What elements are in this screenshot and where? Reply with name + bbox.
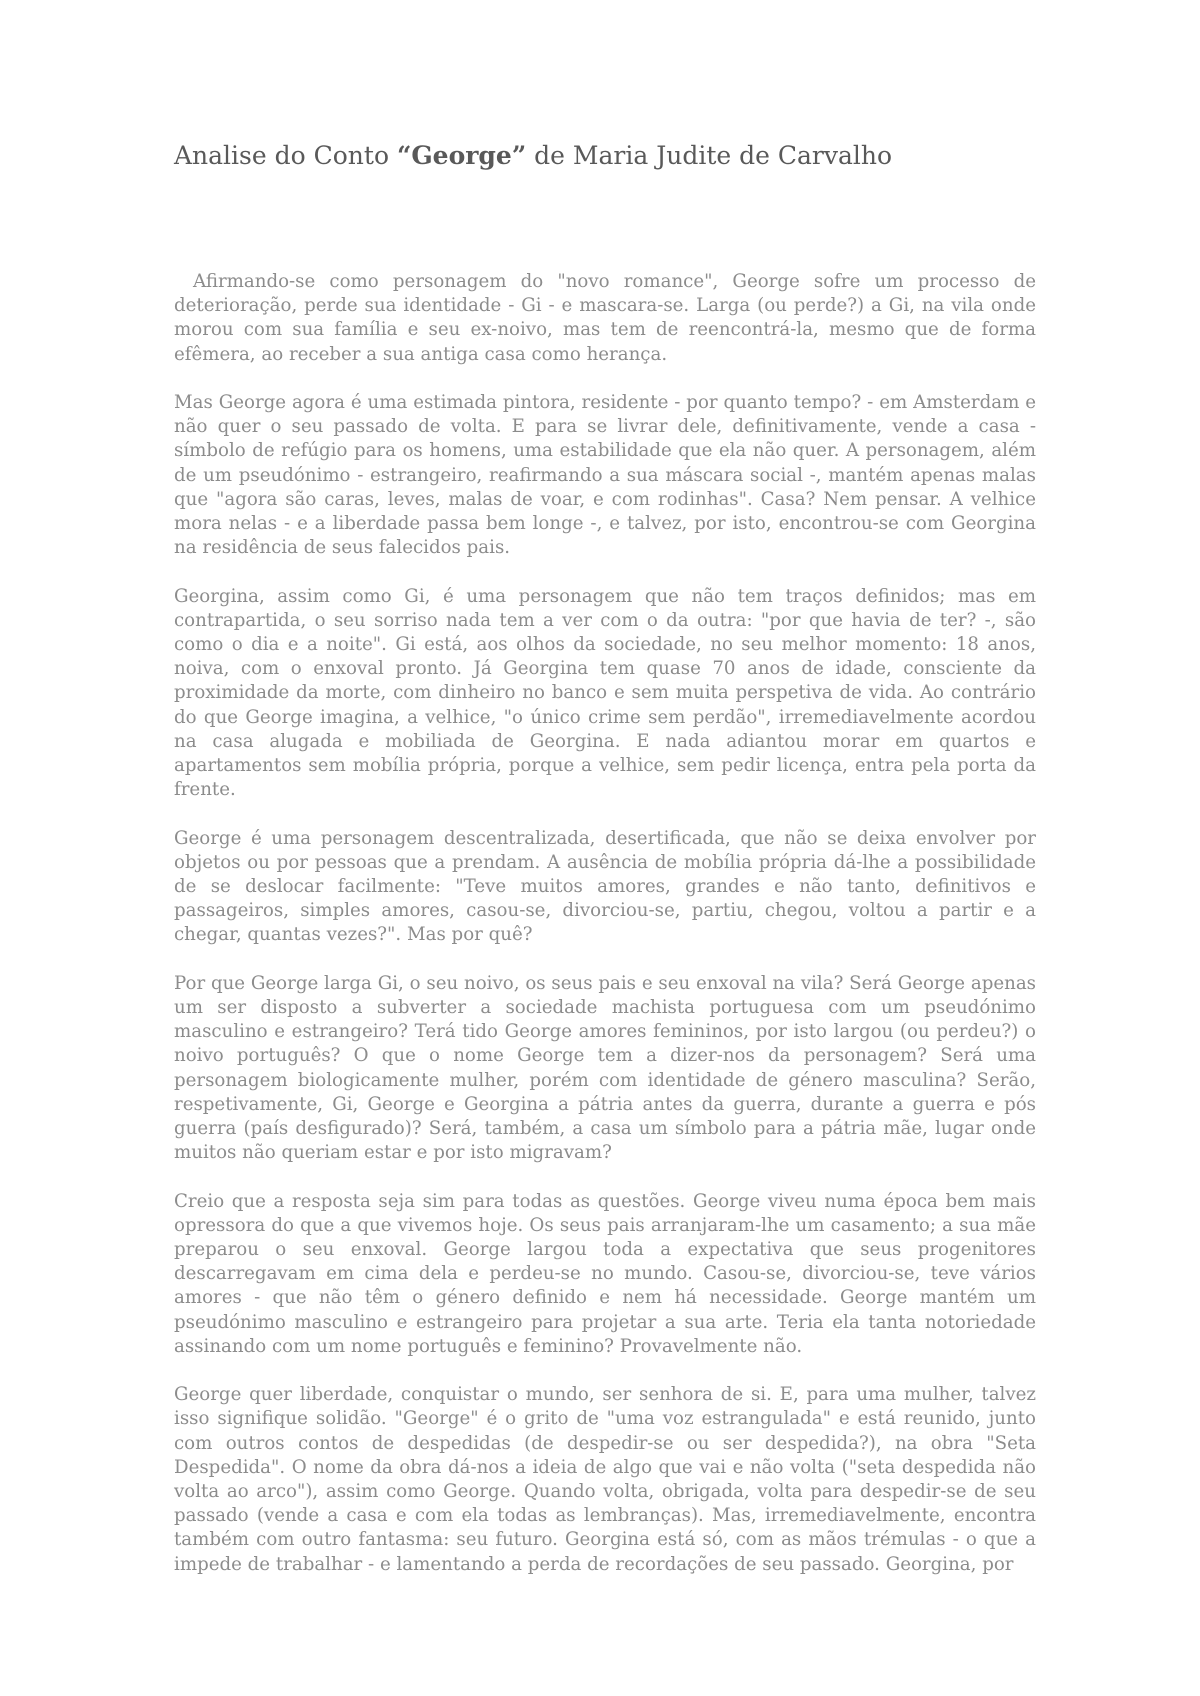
paragraph-3: Georgina, assim como Gi, é uma personagem que não tem traços definidos; mas em contrapartida, o seu sorriso nada tem a ver com o da outra: "por que havia de ter? -, são como o dia e a noite". Gi está, aos olhos da sociedade, no seu melhor momento: 18 anos, noiva, com o enxoval pronto. Já Georgina tem quase 70 anos de idade, consciente da proximidade da morte, com dinheiro no banco e sem muita perspetiva de vida. Ao contrário do que George imagina, a velhice, "o único crime sem perdão", irremediavelmente acordou na casa alugada e mobiliada de Georgina. E nada adiantou morar em quartos e apartamentos sem mobília própria, porque a velhice, sem pedir licença, entra pela porta da frente. [174,585,1036,801]
paragraph-2: Mas George agora é uma estimada pintora, residente - por quanto tempo? - em Amsterdam e não quer o seu passado de volta. E para se livrar dele, definitivamente, vende a casa - símbolo de refúgio para os homens, uma estabilidade que ela não quer. A personagem, além de um pseudónimo - estrangeiro, reafirmando a sua máscara social -, mantém apenas malas que "agora são caras, leves, malas de voar, e com rodinhas". Casa? Nem pensar. A velhice mora nelas - e a liberdade passa bem longe -, e talvez, por isto, encontrou-se com Georgina na residência de seus falecidos pais. [174,392,1036,559]
paragraph-1: Afirmando-se como personagem do "novo romance", George sofre um processo de deterioração, perde sua identidade - Gi - e mascara-se. Larga (ou perde?) a Gi, na vila onde morou com sua família e seu ex-noivo, mas tem de reencontrá-la, mesmo que de forma efêmera, ao receber a sua antiga casa como herança. [174,271,1036,365]
title-prefix: Analise do Conto [174,141,397,170]
paragraph-5: Por que George larga Gi, o seu noivo, os seus pais e seu enxoval na vila? Será George apenas um ser disposto a subverter a sociedade machista portuguesa com um pseudónimo masculino e estrangeiro? Terá tido George amores femininos, por isto largou (ou perdeu?) o noivo português? O que o nome George tem a dizer-nos da personagem? Será uma personagem biologicamente mulher, porém com identidade de género masculina? Serão, respetivamente, Gi, George e Georgina a pátria antes da guerra, durante a guerra e pós guerra (país desfigurado)? Será, também, a casa um símbolo para a pátria mãe, lugar onde muitos não queriam estar e por isto migravam? [174,972,1036,1164]
paragraph-4: George é uma personagem descentralizada, desertificada, que não se deixa envolver por objetos ou por pessoas que a prendam. A ausência de mobília própria dá-lhe a possibilidade de se deslocar facilmente: "Teve muitos amores, grandes e não tanto, definitivos e passageiros, simples amores, casou-se, divorciou-se, partiu, chegou, voltou a partir e a chegar, quantas vezes?". Mas por quê? [174,827,1036,946]
paragraph-7: George quer liberdade, conquistar o mundo, ser senhora de si. E, para uma mulher, talvez isso signifique solidão. "George" é o grito de "uma voz estrangulada" e está reunido, junto com outros contos de despedidas (de despedir-se ou ser despedida?), na obra "Seta Despedida". O nome da obra dá-nos a ideia de algo que vai e não volta ("seta despedida não volta ao arco"), assim como George. Quando volta, obrigada, volta para despedir-se de seu passado (vende a casa e com ela todas as lembranças). Mas, irremediavelmente, encontra também com outro fantasma: seu futuro. Georgina está só, com as mãos trémulas - o que a impede de trabalhar - e lamentando a perda de recordações de seu passado. Georgina, por [174,1384,1036,1575]
title-emphasis: “George” [396,141,527,170]
title-suffix: de Maria Judite de Carvalho [526,141,893,170]
article-body [174,270,1036,1601]
page-title [174,141,892,170]
paragraph-6: Creio que a resposta seja sim para todas as questões. George viveu numa época bem mais opressora do que a que vivemos hoje. Os seus pais arranjaram-lhe um casamento; a sua mãe preparou o seu enxoval. George largou toda a expectativa que seus progenitores descarregavam em cima dela e perdeu-se no mundo. Casou-se, divorciou-se, teve vários amores - que não têm o género definido e nem há necessidade. George mantém um pseudónimo masculino e estrangeiro para projetar a sua arte. Teria ela tanta notoriedade assinando com um nome português e feminino? Provavelmente não. [174,1190,1036,1357]
